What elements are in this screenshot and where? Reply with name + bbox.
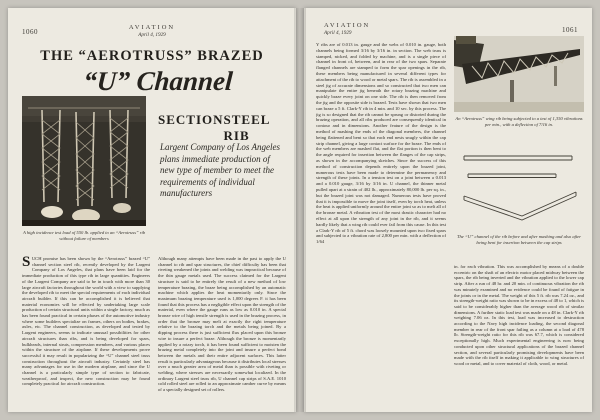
vibration-test-photo <box>454 36 584 112</box>
running-head-magazine: AVIATION <box>128 24 176 31</box>
body-column-3 <box>316 42 446 404</box>
rib-load-test-photo-caption: A high incidence test load of 550 lb. applied to an “Aerotruss” rib without failure of members <box>22 230 146 241</box>
left-page <box>8 8 296 412</box>
body-column-3-text: Y ribs are of 0.013 in. gauge and the webs of 0.010 in. gauge, both channels being formed 3/16 by 3/16 in. in section. The web truss is stamped, nicked, and folded by machine, and is a single piece of channel in front of, between, and in rear of the two spars. Separate flanged channels are stamped to form the spar openings in the rib, these members being manufactured in several different types for attachment of the rib to wood or metal spars. The rib is assembled in a steel jig of accurate dimensions and so constructed that two men can manipulate the entire jig beneath the rotary brazing machine and quickly braze every joint on one side. The rib is then removed from the jig and the opposite side is brazed. Tests have shown that two men can braze a 5 ft. Clark-Y rib in 4 min. and 10 sec. by this process. The jig is so designed that the rib cannot be sprung or distorted during the brazing operation, and all ribs produced are consequently identical in contour and in dimensions. Another feature of the design is the method of mashing the ends of the diagonal members, the channel being flattened and bent so that each end nests snugly within the cap strip channel, giving a large contact surface for the braze. The ends of the web members are mashed flat, and the flat portion is then bent to the angle required for insertion between the flanges of the cap strips, as shown in the accompanying sketches. Since the success of this method of construction depends entirely upon the brazed joint, numerous tests have been made to determine the permanency and strength of these joints. In a tension test on a joint between a 0.013 and a 0.010 gauge, 3/16 by 3/16 in. U channel, the thinner metal pulled apart at a strain of 402 lb., approximately 80,000 lb. per sq. in., but the brazed joint was not damaged. Numerous tests have proved that it is impossible to move the joint itself, even by torch heat, unless the heat is applied uniformly around the entire joint so as to melt all of the bronze metal. A vibration test of the most drastic character had no effect at all upon the strength of any joint in the rib, and it seems hardly likely that a wing rib could ever fail from this cause. In this test a Clark-Y rib of 5 ft. chord was loosely mounted upon two fixed spars and subjected to a vibration rate of 2,800 per min. with a deflection of 1/64 <box>316 42 446 245</box>
article-title-line1: THE “AEROTRUSS” BRAZED <box>40 48 264 64</box>
body-column-4-text: in. for each vibration. This was accomplished by means of a double eccentric on the shaft of an electric motor placed midway between the spars, the rib being inverted and the vibration applied to the lower cap strip. After a run of 48 hr. and 20 min. of continuous vibration the rib was minutely examined and no evidence could be found of fatigue in the joints or in the metal. The weight of this 5 ft. rib was 7.24 oz., and its strength-weight ratio was shown to be in excess of 48 to 1, which is said to be considerably higher than the average wood rib of similar dimensions. A further static load test was made on a 48 in. Clark-Y rib weighing 7.06 oz. In this test, load was increased to destruction according to the Navy high incidence loading, the second diagonal member in rear of the front spar failing as a column at a load of 478 lb. Strength-weight ratio for this rib was 67.7, which is considered exceptionally high. Much experimental engineering is now being conducted upon other structural applications of the brazed channel section, and several particularly promising developments have been made with the rib itself in making it applicable to wing structures of wood or metal, and to cover material of cloth, wood, or metal. <box>454 264 584 366</box>
body-column-2 <box>158 256 286 404</box>
article-subtitle-steel-rib: STEEL RIB <box>223 112 270 143</box>
article-subtitle-section: SECTION <box>158 112 224 127</box>
running-head-date: April 4, 1929 <box>138 32 166 38</box>
body-column-4 <box>454 264 584 404</box>
folio-left: 1060 <box>22 28 38 36</box>
article-deck: Largent Company of Los Angeles plans immediate production of new type of member to meet the requirements of individual manufacturers <box>160 142 281 198</box>
article-subtitle <box>158 112 290 144</box>
channel-diagram-caption: The “U” channel of the rib before and after mashing and also after being bent for insertion between the cap strips <box>456 234 582 245</box>
article-title-script: “U” Channel <box>82 66 234 96</box>
body-column-1-text: UCH promise has been shown by the “Aerotruss” brazed “U” channel section steel rib, recently developed by the Largent Company of Los Angeles, that plans have been laid for the immediate production of this type rib in large quantities. Engineers of the Largent Company are said to be in touch with more than 30 large aircraft factories throughout the world with a view to supplying the developed rib to meet the special requirements of each individual aircraft builder. If this can be accomplished it is believed that material economies will be effected by undertaking large scale production of certain structural units within a single factory, much as has been found practical in certain phases of the automotive industry where some builders specialize on frames, others on bodies, brakes, axles, etc. The channel construction, as developed and tested by Largent engineers, seems to indicate unusual possibilities for other aircraft structures than ribs, and is being developed for spars, bulkheads, internal struts, compression members, and various places within the structure of the airplane. If these developments prove successful it may result in popularizing the “U” channel steel truss construction throughout the aircraft industry. Certainly steel has many advantages for use in the modern airplane, and since the U channel is a particularly simple type of section to fabricate, weatherproof, and inspect, the new construction may be found completely practical for aircraft construction. <box>22 256 150 387</box>
dropcap: S <box>22 256 31 270</box>
vibration-test-photo-image <box>454 36 584 112</box>
folio-right: 1061 <box>562 26 578 34</box>
channel-diagram <box>454 144 584 230</box>
running-head-magazine-right: AVIATION <box>324 22 371 29</box>
running-head-left <box>102 24 202 38</box>
body-column-1 <box>22 256 150 404</box>
vibration-test-photo-caption: An “Aerotruss” wing rib being subjected to a test of 1,350 vibrations per min., with a deflection of 7/16 in. <box>455 116 583 127</box>
running-head-date-right: April 4, 1929 <box>324 30 352 36</box>
rib-load-test-photo <box>22 96 146 226</box>
page-gutter <box>294 8 306 412</box>
channel-diagram-image <box>454 144 584 230</box>
body-column-2-text: Although many attempts have been made in the past to apply the U channel to rib and spar structures, the chief difficulty has been that riveting weakened the joints and welding was impractical because of the thin gauge metals used. The success claimed for the Largent structure is said to be entirely the result of a new method of low temperature brazing, the braze being accomplished by an automatic machine which applies the heat momentarily only. Since the maximum brazing temperature used is 1,000 degrees F. it has been found that this process has a negligible effect upon the strength of the material, even where the gauge runs as low as 0.010 in. A special bronze wire of high tensile strength is used in the brazing process, in order that the bronze may melt at exactly the right temperature relative to the brazing torch and the metals being joined. By a dipping process there is just sufficient flux placed upon this bronze wire to insure a perfect braze. Although the bronze is momentarily applied by a rotary torch, it has been found sufficient to moisten the brazing metal completely into the joint and insure a perfect bond between the metals and their entire adjacent surfaces. This latter result is particularly advantageous because it distributes local stresses over a much greater area of metal than is possible with riveting or welding, where stresses are necessarily somewhat localized. In the ordinary Largent steel truss rib, U channel cap strips of S.A.E. 1010 cold rolled steel are rolled to an approximate camber curve by means of a specially designed set of rollers. <box>158 256 286 393</box>
right-page <box>304 8 592 412</box>
rib-load-test-photo-image <box>22 96 146 226</box>
running-head-right <box>324 22 394 36</box>
